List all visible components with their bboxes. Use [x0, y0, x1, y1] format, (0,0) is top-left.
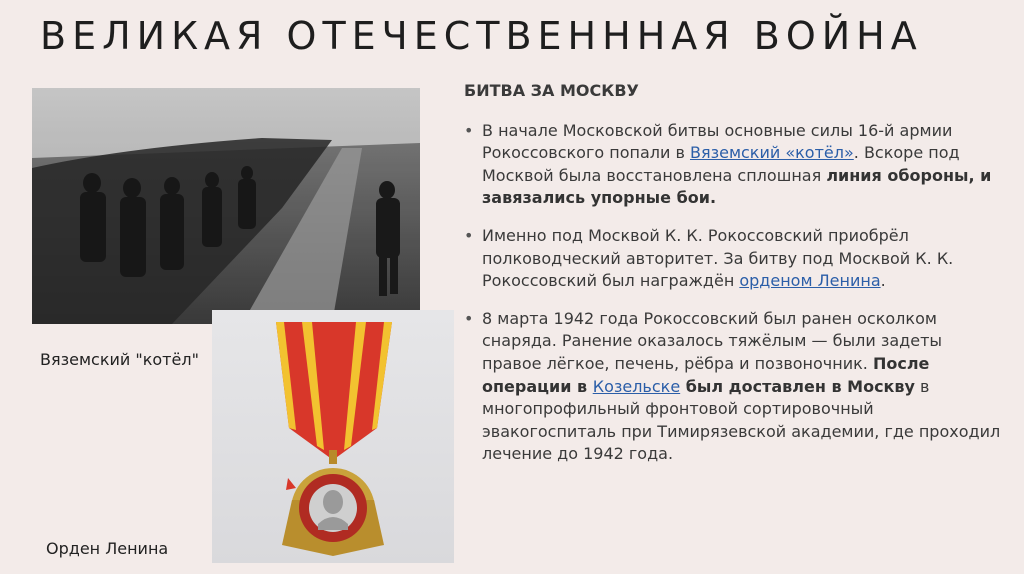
war-photo [32, 88, 420, 324]
bullet-bold-text: был доставлен в Москву [680, 376, 915, 396]
section-heading: БИТВА ЗА МОСКВУ [464, 81, 639, 100]
bullet-text: в многопрофильный фронтовой сортировочный эвакогоспиталь при Тимирязевской академии, где проходил лечение до 1942 года. [482, 376, 1001, 464]
bullet-bold-text: После операции в [482, 353, 930, 396]
order-of-lenin-image [212, 310, 454, 563]
bullet-bold-text: линия обороны, и завязались упорные бои. [482, 165, 992, 208]
order-of-lenin-link[interactable]: орденом Ленина [739, 271, 881, 291]
kozelsk-link[interactable]: Козельске [592, 376, 681, 396]
bullet-text: В начале Московской битвы основные силы 16-й армии Рокоссовского попали в [482, 120, 953, 163]
bullet-text: . Вскоре под Москвой была восстановлена сплошная [482, 143, 960, 185]
bullet-text: Именно под Москвой К. К. Рокоссовский приобрёл полководческий авторитет. За битву под Москвой К. К. Рокоссовский был награждён [482, 225, 954, 291]
bullet-text: . [880, 271, 886, 291]
main-content [462, 80, 1002, 481]
slide-title: ВЕЛИКАЯ ОТЕЧЕСТВЕНННАЯ ВОЙНА [40, 14, 923, 58]
photo-caption: Вяземский "котёл" [40, 350, 199, 369]
medal-caption: Орден Ленина [46, 539, 169, 558]
bullet-text: 8 марта 1942 года Рокоссовский был ранен осколком снаряда. Ранение оказалось тяжёлым — были задеты правое лёгкое, печень, рёбра и позвоночник. [482, 308, 943, 373]
vyazma-link[interactable]: Вяземский «котёл» [689, 143, 854, 163]
bullet-item [462, 225, 1002, 293]
bullet-item [462, 120, 1002, 210]
bullet-item [462, 308, 1002, 466]
